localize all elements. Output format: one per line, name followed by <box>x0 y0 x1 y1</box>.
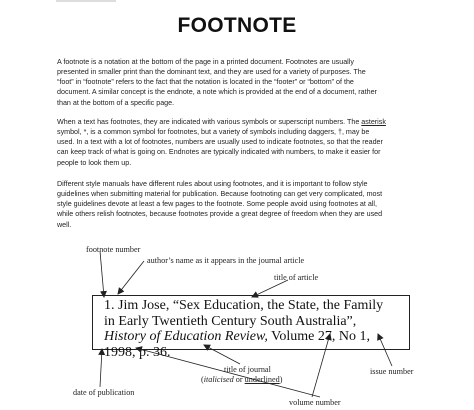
citation-line: 1. Jim Jose, “Sex Education, the State, the Family <box>104 298 384 313</box>
paragraph-line: “foot” in “footnote” refers to the fact that the notation is located in the “footer” or “bottom” of the <box>57 78 354 87</box>
citation-line: in Early Twentieth Century South Australia”, <box>104 313 357 329</box>
page-title: FOOTNOTE <box>177 14 297 37</box>
paragraph-text: When a text has footnotes, they are indicated with various symbols or superscript numbers. The <box>57 118 362 126</box>
paragraph-line: people to look them up. <box>57 158 132 167</box>
footnote-number-label: footnote number <box>86 245 141 254</box>
arrow-author-name <box>118 261 144 294</box>
citation-line: 1998, p. 36. <box>104 345 171 361</box>
paragraph-1 <box>57 57 429 108</box>
issue-number-label: issue number <box>370 367 414 376</box>
paren-close: ) <box>279 375 283 384</box>
or-word: or <box>233 375 245 384</box>
paragraph-line: used. In a text with a lot of footnotes, numbers are usually used to indicate footnotes, so that the reader <box>57 138 383 147</box>
paragraph-line: document. A similar concept is the endnote, a note which is provided at the end of a document, rather <box>57 88 377 97</box>
arrow-date-of-publication <box>100 349 102 387</box>
paragraph-3 <box>57 179 429 230</box>
paragraph-line: A footnote is a notation at the bottom of the page in a printed document. Footnotes are usually <box>57 58 354 66</box>
paragraph-2 <box>57 117 429 168</box>
journal-title-label: title of journal <box>224 365 271 374</box>
journal-format-label <box>201 375 282 384</box>
paragraph-line: style guidelines devote at least a few pages to the footnote. Some people avoid using footnotes at all, <box>57 200 377 209</box>
date-of-publication-label: date of publication <box>73 388 135 397</box>
author-name-label: author’s name as it appears in the journal article <box>147 256 305 265</box>
paragraph-line: well. <box>57 220 72 229</box>
header-remnant <box>56 0 116 2</box>
italicised-word: italicised <box>203 375 234 384</box>
paren-open: ( <box>201 375 204 384</box>
paragraph-line: than at the bottom of a specific page. <box>57 98 175 107</box>
citation-volume: Volume 27, No 1, <box>267 329 370 345</box>
paragraph-line: can keep track of what is going on. Endnotes are typically indicated with numbers, to make it easier for <box>57 148 381 157</box>
paragraph-line: symbol, *, is a common symbol for footnotes, but a variety of symbols including daggers, †, may be <box>57 128 370 137</box>
paragraph-line <box>57 117 429 127</box>
asterisk-link[interactable]: asterisk <box>361 118 386 126</box>
underlined-word: underlined <box>244 375 280 384</box>
paragraph-line: presented in smaller print than the dominant text, and they are used for a variety of purposes. The <box>57 68 366 77</box>
arrow-footnote-number <box>100 251 104 297</box>
citation-text <box>104 298 414 361</box>
volume-number-label: volume number <box>289 398 341 407</box>
article-title-label: title of article <box>274 273 319 282</box>
citation-line <box>104 329 414 345</box>
paragraph-line: Different style manuals have different rules about using footnotes, and it is important to follow style <box>57 180 368 188</box>
paragraph-line: guidelines when submitting material for publication. Because footnoting can get very complicated, most <box>57 190 383 199</box>
paragraph-line: while others relish footnotes, because footnotes provide a great degree of freedom when they are used <box>57 210 383 219</box>
journal-title: History of Education Review, <box>104 329 268 345</box>
